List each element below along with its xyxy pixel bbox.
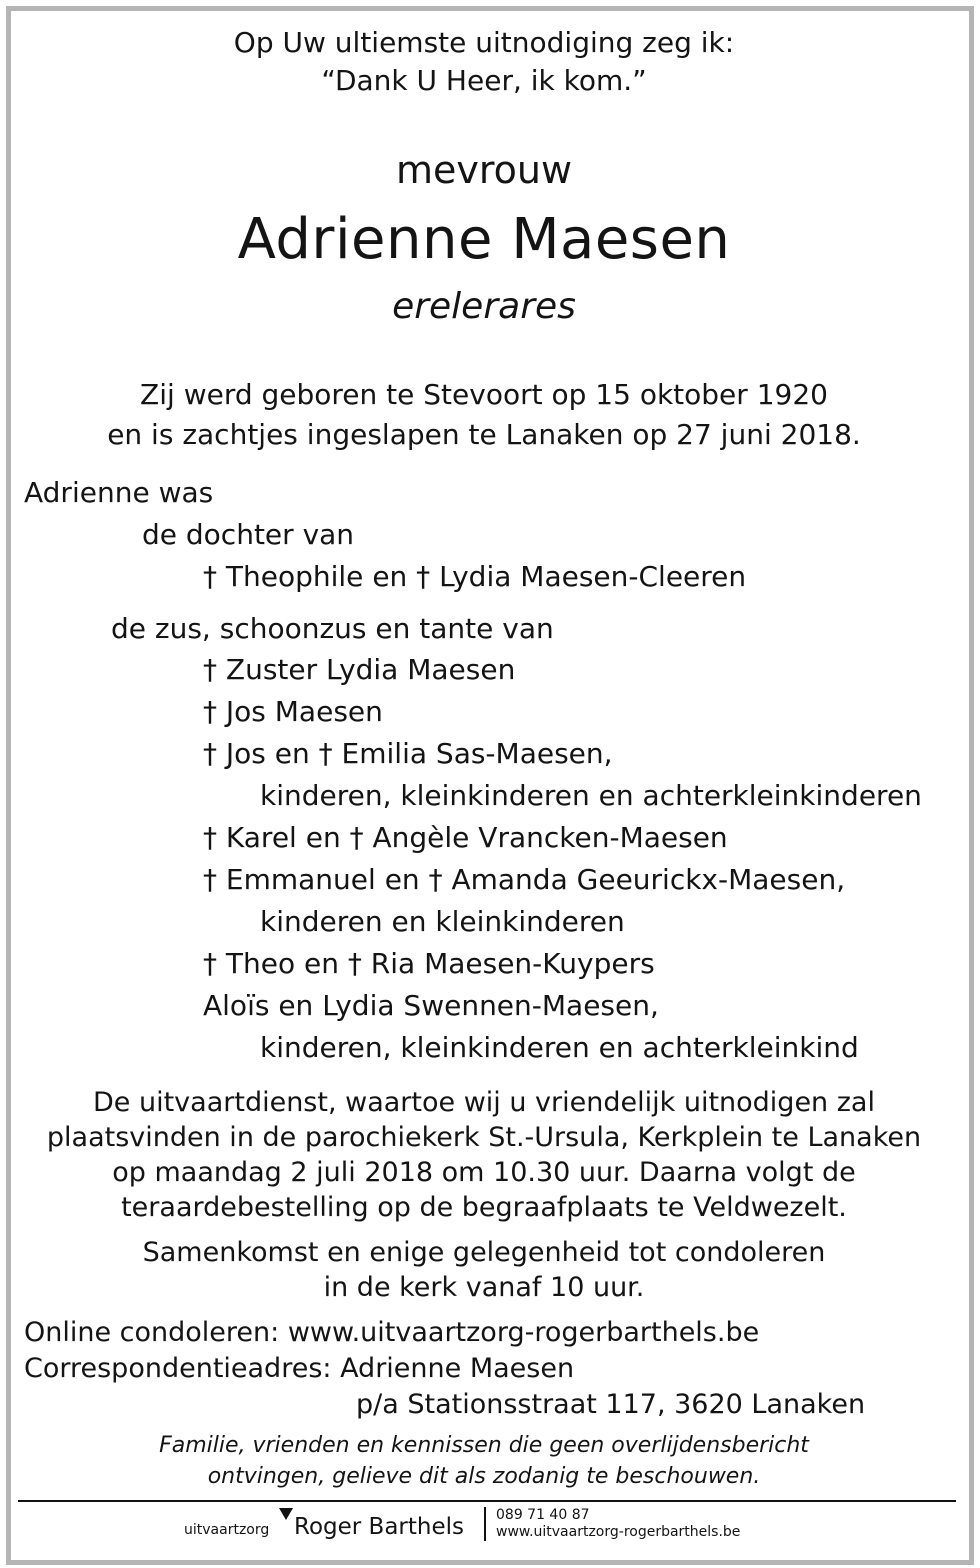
quote-line-2: “Dank U Heer, ik kom.” — [321, 64, 647, 97]
deceased-title: erelerares — [392, 286, 576, 327]
footer-website: www.uitvaartzorg-rogerbarthels.be — [496, 1524, 741, 1540]
footer-divider — [484, 1507, 486, 1541]
service-line-4: teraardebestelling op de begraafplaats te Veldwezelt. — [121, 1192, 847, 1223]
service-line-1: De uitvaartdienst, waartoe wij u vriendelijk uitnodigen zal — [93, 1087, 875, 1118]
sibling-line: † Karel en † Angèle Vrancken-Maesen — [203, 821, 728, 854]
birth-line: Zij werd geboren te Stevoort op 15 oktober 1920 — [140, 378, 828, 411]
quote-line-1: Op Uw ultiemste uitnodiging zeg ik: — [233, 26, 735, 59]
footer-prefix: uitvaartzorg — [184, 1522, 270, 1538]
sibling-line: † Emmanuel en † Amanda Geeurickx-Maesen, — [203, 863, 846, 896]
sibling-label: de zus, schoonzus en tante van — [111, 612, 554, 645]
gathering-line-2: in de kerk vanaf 10 uur. — [323, 1272, 645, 1303]
sibling-line: kinderen, kleinkinderen en achterkleinkinderen — [260, 779, 922, 812]
sibling-line: Aloïs en Lydia Swennen-Maesen, — [203, 989, 659, 1022]
footer-company: Roger Barthels — [294, 1514, 464, 1540]
notice-note-1: Familie, vrienden en kennissen die geen overlijdensbericht — [159, 1433, 809, 1458]
footer-phone: 089 71 40 87 — [496, 1507, 590, 1523]
footer-rule — [18, 1500, 956, 1502]
salutation: mevrouw — [395, 148, 573, 192]
parents-line: † Theophile en † Lydia Maesen-Cleeren — [203, 560, 747, 593]
daughter-label: de dochter van — [142, 518, 355, 551]
service-line-2: plaatsvinden in de parochiekerk St.-Ursula, Kerkplein te Lanaken — [46, 1122, 922, 1153]
deceased-name: Adrienne Maesen — [237, 207, 731, 272]
sibling-line: kinderen en kleinkinderen — [260, 905, 625, 938]
address-line: p/a Stationsstraat 117, 3620 Lanaken — [356, 1389, 866, 1420]
service-line-3: op maandag 2 juli 2018 om 10.30 uur. Daarna volgt de — [112, 1157, 856, 1188]
triangle-down-icon — [279, 1508, 293, 1520]
sibling-line: kinderen, kleinkinderen en achterkleinkind — [260, 1031, 859, 1064]
death-line: en is zachtjes ingeslapen te Lanaken op 27 juni 2018. — [107, 418, 861, 451]
sibling-line: † Jos Maesen — [203, 695, 383, 728]
notice-note-2: ontvingen, gelieve dit als zodanig te beschouwen. — [207, 1464, 761, 1489]
sibling-line: † Theo en † Ria Maesen-Kuypers — [203, 947, 655, 980]
address-label: Correspondentieadres: Adrienne Maesen — [24, 1353, 575, 1384]
sibling-line: † Zuster Lydia Maesen — [203, 653, 516, 686]
sibling-line: † Jos en † Emilia Sas-Maesen, — [203, 737, 613, 770]
family-intro: Adrienne was — [24, 476, 214, 509]
gathering-line-1: Samenkomst en enige gelegenheid tot condoleren — [142, 1237, 826, 1268]
online-condolence: Online condoleren: www.uitvaartzorg-rogerbarthels.be — [24, 1317, 760, 1348]
